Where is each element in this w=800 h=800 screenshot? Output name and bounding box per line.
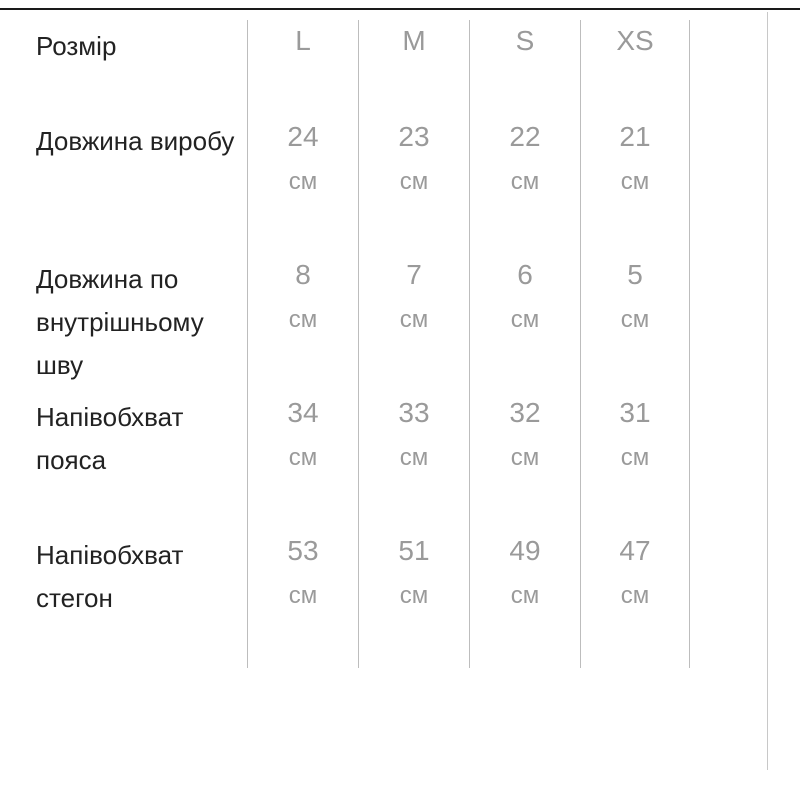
table-cell bbox=[359, 528, 469, 618]
cell-value: 33 bbox=[398, 397, 430, 428]
table-cell bbox=[470, 114, 580, 204]
row-label-waist: Напівобхват пояса bbox=[36, 402, 184, 475]
row-label-length: Довжина виробу bbox=[36, 126, 235, 156]
cell-unit: см bbox=[620, 168, 650, 195]
cell-unit: см bbox=[620, 582, 650, 609]
table-cell bbox=[248, 528, 358, 618]
cell-value: 47 bbox=[619, 535, 651, 566]
cell-unit: см bbox=[399, 444, 429, 471]
size-header-label: Розмір bbox=[36, 31, 117, 61]
cell-value: 49 bbox=[509, 535, 541, 566]
size-header-m: M bbox=[402, 25, 426, 56]
cell-unit: см bbox=[620, 306, 650, 333]
cell-unit: см bbox=[510, 168, 540, 195]
cell-value: 22 bbox=[509, 121, 541, 152]
cell-unit: см bbox=[288, 582, 318, 609]
cell-value: 51 bbox=[398, 535, 430, 566]
cell-value: 5 bbox=[627, 259, 643, 290]
cell-value: 32 bbox=[509, 397, 541, 428]
cell-unit: см bbox=[399, 582, 429, 609]
table-cell bbox=[248, 252, 358, 342]
cell-value: 8 bbox=[295, 259, 311, 290]
size-header-l: L bbox=[295, 25, 311, 56]
cell-unit: см bbox=[399, 168, 429, 195]
row-label-inseam: Довжина по внутрішньому шву bbox=[36, 264, 204, 380]
table-cell bbox=[248, 390, 358, 480]
table-cell bbox=[248, 114, 358, 204]
cell-value: 53 bbox=[287, 535, 319, 566]
table-cell bbox=[470, 390, 580, 480]
cell-value: 24 bbox=[287, 121, 319, 152]
table-cell bbox=[359, 390, 469, 480]
table-cell bbox=[580, 390, 690, 480]
cell-unit: см bbox=[510, 306, 540, 333]
cell-unit: см bbox=[620, 444, 650, 471]
table-cell bbox=[580, 114, 690, 204]
cell-value: 7 bbox=[406, 259, 422, 290]
size-header-xs: XS bbox=[616, 25, 654, 56]
cell-value: 31 bbox=[619, 397, 651, 428]
top-border bbox=[0, 0, 800, 10]
cell-value: 34 bbox=[287, 397, 319, 428]
right-divider bbox=[767, 12, 768, 770]
cell-unit: см bbox=[510, 444, 540, 471]
row-label-hips: Напівобхват стегон bbox=[36, 540, 184, 613]
table-cell bbox=[470, 528, 580, 618]
cell-unit: см bbox=[288, 444, 318, 471]
cell-unit: см bbox=[288, 306, 318, 333]
table-cell bbox=[580, 528, 690, 618]
cell-unit: см bbox=[510, 582, 540, 609]
cell-value: 21 bbox=[619, 121, 651, 152]
cell-value: 6 bbox=[517, 259, 533, 290]
size-header-s: S bbox=[515, 25, 535, 56]
table-cell bbox=[470, 252, 580, 342]
cell-unit: см bbox=[288, 168, 318, 195]
cell-value: 23 bbox=[398, 121, 430, 152]
table-cell bbox=[359, 252, 469, 342]
table-cell bbox=[359, 114, 469, 204]
cell-unit: см bbox=[399, 306, 429, 333]
table-cell bbox=[580, 252, 690, 342]
